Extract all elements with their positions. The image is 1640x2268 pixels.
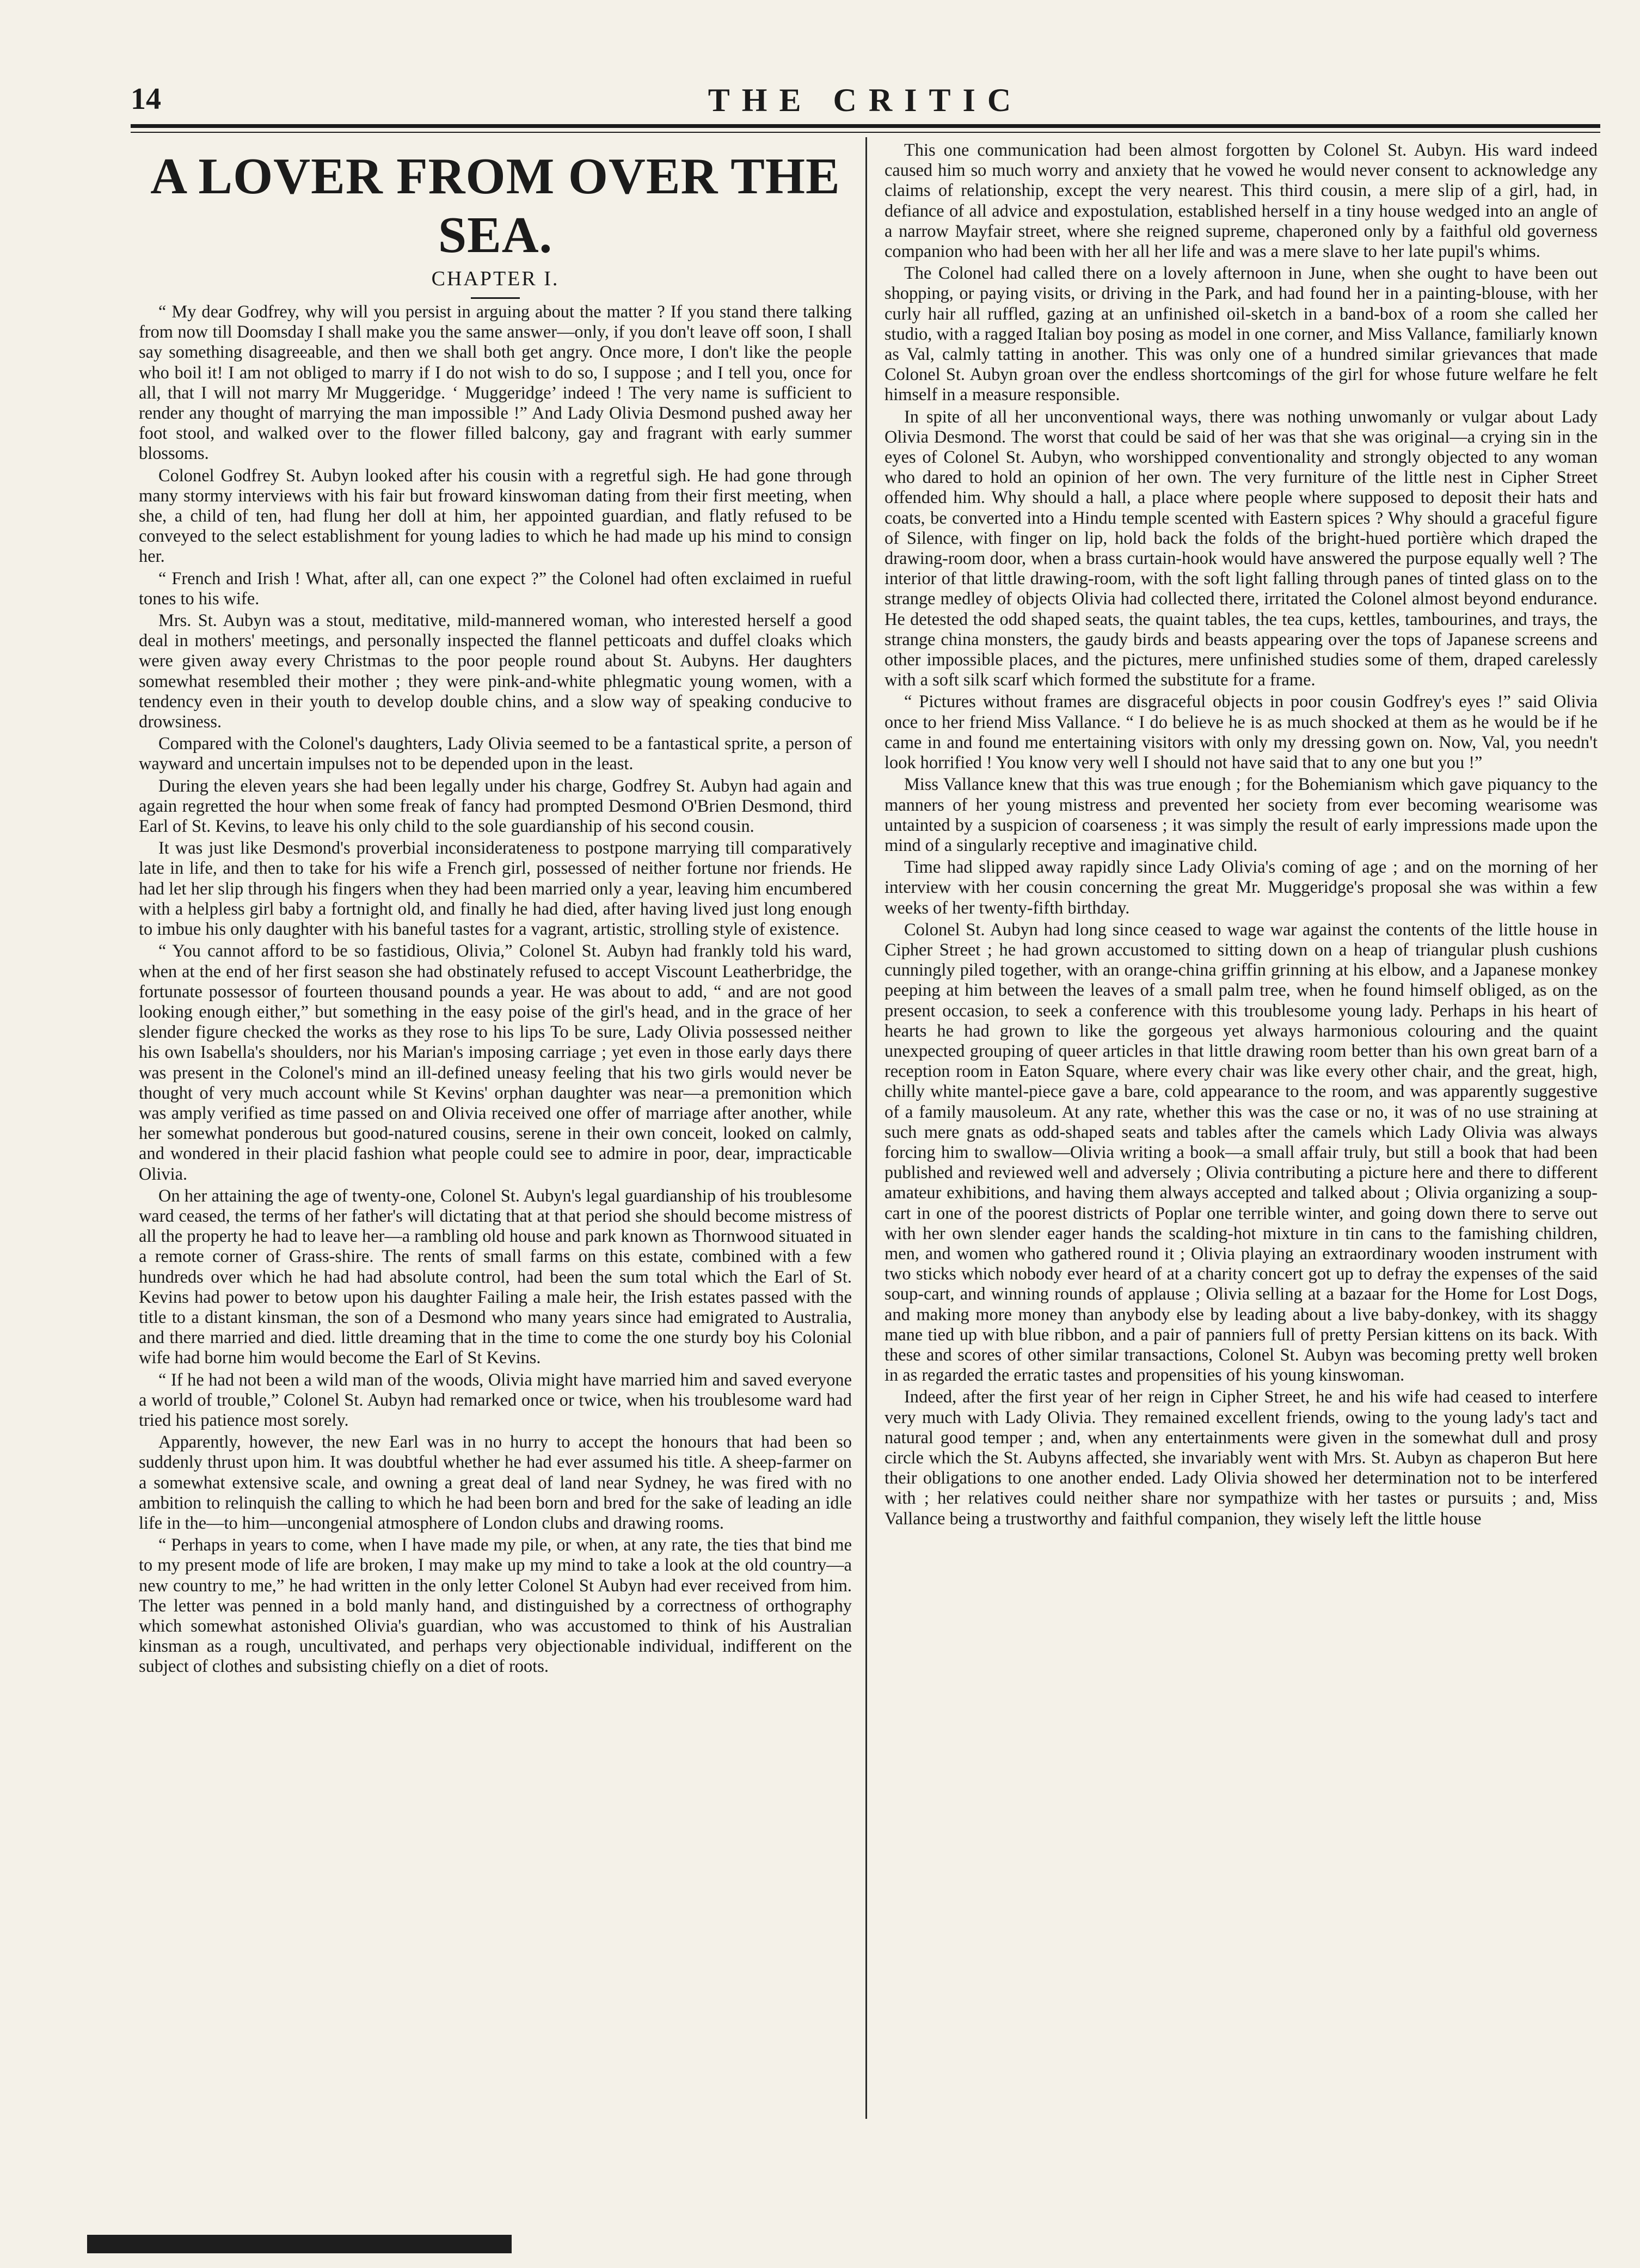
paragraph: This one communication had been almost forgotten by Colonel St. Aubyn. His ward indeed caused him so much worry and anxiety that he vowed he would never consent to acknowledge any claims of relationship, except the very nearest. This third cousin, a mere slip of a girl, had, in defiance of all advice and expostulation, established herself in a tiny house wedged into an angle of a narrow Mayfair street, where she reigned supreme, chaperoned only by a faithful old governess companion who had been with her all her life and was a mere slave to her late pupil's whims. (885, 140, 1598, 262)
paragraph: “ My dear Godfrey, why will you persist in arguing about the matter ? If you stand there talking from now till Doomsday I shall make you the same answer—only, if you don't leave off soon, I shall say something disagreeable, and then we shall both get angry. Once more, I don't like the people who boil it! I am not obliged to marry if I do not wish to do so, I suppose ; and I tell you, once for all, that I will not marry Mr Muggeridge. ‘ Muggeridge’ indeed ! The very name is sufficient to render any thought of marrying the man impossible !” And Lady Olivia Desmond pushed away her foot stool, and walked over to the flower filled balcony, gay and fragrant with early summer blossoms. (139, 302, 852, 464)
paragraph: Miss Vallance knew that this was true enough ; for the Bohemianism which gave piquancy to the manners of her young mistress and prevented her society from ever becoming wearisome was untainted by a suspicion of coarseness ; it was simply the result of early impressions made upon the mind of a singularly receptive and imaginative child. (885, 775, 1598, 855)
paragraph: During the eleven years she had been legally under his charge, Godfrey St. Aubyn had again and again regretted the hour when some freak of fancy had prompted Desmond O'Brien Desmond, third Earl of St. Kevins, to leave his only child to the sole guardianship of his second cousin. (139, 776, 852, 837)
paragraph: In spite of all her unconventional ways, there was nothing unwomanly or vulgar about Lady Olivia Desmond. The worst that could be said of her was that she was original—a crying sin in the eyes of Colonel St. Aubyn, who worshipped conventionality and strongly objected to any woman who dared to hold an opinion of her own. The very furniture of the little nest in Cipher Street offended him. Why should a hall, a place where people where supposed to deposit their hats and coats, be converted into a Hindu temple scented with Eastern spices ? Why should a graceful figure of Silence, with finger on lip, hold back the folds of the bright-hued portière which draped the drawing-room door, when a brass curtain-hook would have answered the purpose equally well ? The interior of that little drawing-room, with the soft light falling through panes of tinted glass on to the strange medley of objects Olivia had collected there, irritated the Colonel almost beyond endurance. He detested the odd shaped seats, the quaint tables, the tea cups, kettles, tambourines, and trays, the strange china monsters, the gaudy birds and beasts appearing over the tops of Japanese screens and other impossible places, and the pictures, mere unfinished studies some of them, draped carelessly with a soft silk scarf which formed the substitute for a frame. (885, 407, 1598, 690)
scan-edge-bar (87, 2235, 512, 2253)
header-rule-thin (131, 132, 1600, 133)
right-column (885, 140, 1598, 1529)
paragraph: Colonel Godfrey St. Aubyn looked after his cousin with a regretful sigh. He had gone through many stormy interviews with his fair but froward kinswoman dating from their first meeting, when she, a child of ten, had flung her doll at him, her appointed guardian, and flatly refused to be conveyed to the select establishment for young ladies to which he had made up his mind to consign her. (139, 465, 852, 567)
paragraph: It was just like Desmond's proverbial inconsiderateness to postpone marrying till comparatively late in life, and then to take for his wife a French girl, possessed of neither fortune nor friends. He had let her slip through his fingers when they had been married only a year, leaving him encumbered with a helpless girl baby a fortnight old, and finally he had died, after having lived just long enough to imbue his only daughter with his baneful tastes for a vagrant, artistic, strolling style of existence. (139, 838, 852, 940)
paragraph: Time had slipped away rapidly since Lady Olivia's coming of age ; and on the morning of her interview with her cousin concerning the great Mr. Muggeridge's proposal she was within a few weeks of her twenty-fifth birthday. (885, 857, 1598, 918)
paragraph: Colonel St. Aubyn had long since ceased to wage war against the contents of the little house in Cipher Street ; he had grown accustomed to sitting down on a heap of triangular plush cushions cunningly piled together, with an orange-china griffin grinning at his elbow, and a Japanese monkey peeping at him between the leaves of a small palm tree, when he found himself obliged, as on the present occasion, to seek a conference with this troublesome young lady. Perhaps in his heart of hearts he had grown to like the gorgeous yet always harmonious colouring and the quaint unexpected grouping of queer articles in that little drawing room better than his own great barn of a reception room in Eaton Square, where every chair was like every other chair, and the great, high, chilly white mantel-piece gave a bare, cold appearance to the room, and was apparently suggestive of a family mausoleum. At any rate, whether this was the case or no, it was of no use straining at such mere gnats as odd-shaped seats and tables after the camels which Lady Olivia was always forcing him to swallow—Olivia writing a book—a small affair truly, but still a book that had been published and reviewed well and adversely ; Olivia contributing a picture here and there to different amateur exhibitions, and having them always accepted and talked about ; Olivia organizing a soup-cart in one of the poorest districts of Poplar one terrible winter, and going down there to serve out with her own slender eager hands the scalding-hot mixture in tin cans to the famishing children, men, and women who gathered round it ; Olivia playing an extraordinary wooden instrument with two sticks which nobody ever heard of at a charity concert got up to defray the expenses of the said soup-cart, and winning rounds of applause ; Olivia selling at a bazaar for the Home for Lost Dogs, and making more money than anybody else by leading about a live baby-donkey, with its shaggy mane tied up with blue ribbon, and a pair of panniers full of pretty Persian kittens on its back. With these and scores of other similar transactions, Colonel St. Aubyn was becoming pretty well broken in as regarded the erratic tastes and propensities of his young kinswoman. (885, 920, 1598, 1386)
header-rule-thick (131, 124, 1600, 128)
paragraph: “ Pictures without frames are disgraceful objects in poor cousin Godfrey's eyes !” said Olivia once to her friend Miss Vallance. “ I do believe he is as much shocked at them as he would be if he came in and found me entertaining visitors with only my dressing gown on. Now, Val, you needn't look horrified ! You know very well I should not have said that to any one but you !” (885, 692, 1598, 773)
paragraph: “ If he had not been a wild man of the woods, Olivia might have married him and saved everyone a world of trouble,” Colonel St. Aubyn had remarked once or twice, when his troublesome ward had tried his patience most sorely. (139, 1370, 852, 1430)
paragraph: “ You cannot afford to be so fastidious, Olivia,” Colonel St. Aubyn had frankly told his ward, when at the end of her first season she had obstinately refused to accept Viscount Leatherbridge, the fortunate possessor of fourteen thousand pounds a year. He was about to add, “ and are not good looking enough either,” but something in the easy poise of the girl's head, and in the grace of her slender figure checked the works as they rose to his lips To be sure, Lady Olivia possessed neither his own Isabella's shoulders, nor his Marian's imposing carriage ; yet even in those early days there was present in the Colonel's mind an ill-defined uneasy feeling that his two girls would never be thought of very much account while St Kevins' orphan daughter was near—a premonition which was amply verified as time passed on and Olivia received one offer of marriage after another, while her somewhat ponderous but good-natured cousins, serene in their own conceit, looked on calmly, and wondered in their placid fashion what people could see to admire in poor, dear, impracticable Olivia. (139, 941, 852, 1184)
column-divider (865, 137, 867, 2119)
left-column (139, 140, 852, 1677)
page-number: 14 (131, 82, 161, 116)
chapter-heading: CHAPTER I. (431, 267, 560, 290)
page-header (131, 82, 1600, 125)
paragraph: Indeed, after the first year of her reign in Cipher Street, he and his wife had ceased to interfere very much with Lady Olivia. They remained excellent friends, owing to the young lady's tact and natural good temper ; and, when any entertainments were given in the somewhat dull and prosy circle which the St. Aubyns affected, she invariably went with Mrs. St. Aubyn as chaperon But here their obligations to one another ended. Lady Olivia showed her determination not to be interfered with ; her relatives could neither share nor sympathize with her tastes or pursuits ; and, Miss Vallance being a trustworthy and faithful companion, they wisely left the little house (885, 1387, 1598, 1529)
paragraph: The Colonel had called there on a lovely afternoon in June, when she ought to have been out shopping, or paying visits, or driving in the Park, and had found her in a painting-blouse, with her curly hair all ruffled, gazing at an unfinished oil-sketch in a band-box of a room she called her studio, with a ragged Italian boy posing as model in one corner, and Miss Vallance, familiarly known as Val, calmly tatting in another. This was only one of a hundred similar grievances that made Colonel St. Aubyn groan over the endless shortcomings of the girl for whose future welfare he felt himself in a measure responsible. (885, 263, 1598, 405)
paragraph: “ French and Irish ! What, after all, can one expect ?” the Colonel had often exclaimed in rueful tones to his wife. (139, 568, 852, 609)
paragraph: Apparently, however, the new Earl was in no hurry to accept the honours that had been so suddenly thrust upon him. It was doubtful whether he had ever assumed his title. A sheep-farmer on a somewhat extensive scale, and owning a great deal of land near Sydney, he was fired with no ambition to relinquish the calling to which he had been born and bred for the sake of leading an idle life in the—to him—uncongenial atmosphere of London clubs and drawing rooms. (139, 1432, 852, 1533)
running-title: THE CRITIC (708, 82, 1023, 118)
paragraph: On her attaining the age of twenty-one, Colonel St. Aubyn's legal guardianship of his troublesome ward ceased, the terms of her father's will dictating that at that period she should become mistress of all the property he had to leave her—a rambling old house and park known as Thornwood situated in a remote corner of Grass-shire. The rents of small farms on this estate, combined with a few hundreds over which he had had absolute control, had been the sum total which the Earl of St. Kevins had power to betow upon his daughter Failing a male heir, the Irish estates passed with the title to a distant kinsman, the son of a Desmond who many years since had emigrated to Australia, and there married and died. little dreaming that in the time to come the one sturdy boy his Colonial wife had borne him would become the Earl of St Kevins. (139, 1186, 852, 1368)
chapter-rule (471, 297, 520, 299)
story-title: A LOVER FROM OVER THE SEA. (150, 148, 840, 263)
paragraph: Mrs. St. Aubyn was a stout, meditative, mild-mannered woman, who interested herself a good deal in mothers' meetings, and personally inspected the flannel petticoats and duffel cloaks which were given away every Christmas to the poor people round about St. Aubyns. Her daughters somewhat resembled their mother ; they were pink-and-white phlegmatic young women, with a tendency even in their youth to develop double chins, and a slow way of speaking conducive to drowsiness. (139, 611, 852, 732)
paragraph: Compared with the Colonel's daughters, Lady Olivia seemed to be a fantastical sprite, a person of wayward and uncertain impulses not to be depended upon in the least. (139, 734, 852, 774)
paragraph: “ Perhaps in years to come, when I have made my pile, or when, at any rate, the ties that bind me to my present mode of life are broken, I may make up my mind to take a look at the old country—a new country to me,” he had written in the only letter Colonel St Aubyn had ever received from him. The letter was penned in a bold manly hand, and distinguished by a correctness of orthography which somewhat astonished Olivia's guardian, who was accustomed to think of his Australian kinsman as a rough, uncultivated, and perhaps very objectionable individual, indifferent on the subject of clothes and subsisting chiefly on a diet of roots. (139, 1535, 852, 1677)
